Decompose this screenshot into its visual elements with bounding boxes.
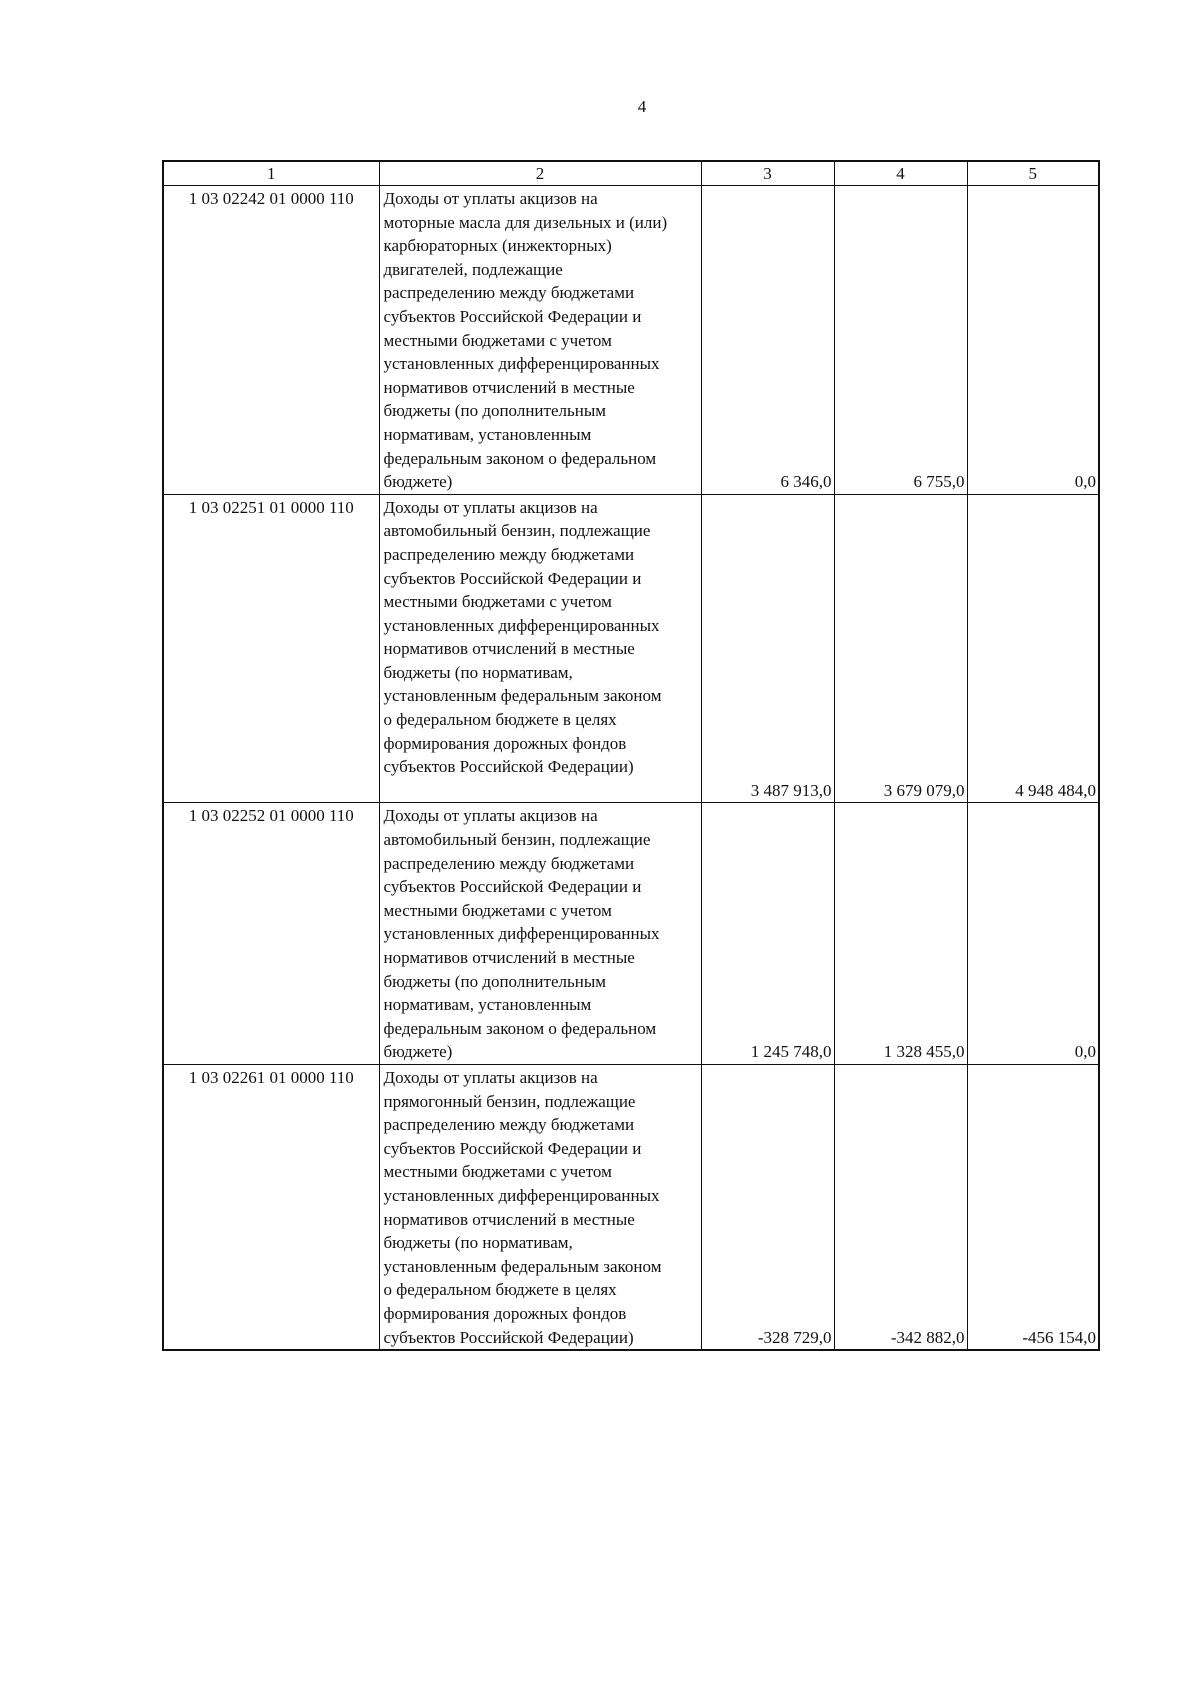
- table-row: [163, 186, 1099, 495]
- header-col-4: 4: [834, 161, 967, 186]
- description-line: автомобильный бензин, подлежащие: [383, 521, 651, 541]
- table-header: [163, 161, 1099, 186]
- description-line: Доходы от уплаты акцизов на: [383, 806, 598, 826]
- revenue-code: 1 03 02251 01 0000 110: [163, 494, 379, 803]
- revenue-description: [379, 186, 701, 495]
- description-line: федеральным законом о федеральном: [383, 1018, 657, 1038]
- description-line: установленных дифференцированных: [383, 615, 660, 635]
- amount-col-5: -456 154,0: [967, 1064, 1099, 1350]
- description-line: субъектов Российской Федерации и: [383, 1138, 642, 1158]
- description-line: распределению между бюджетами: [383, 853, 635, 873]
- table-row: [163, 494, 1099, 803]
- description-line: бюджеты (по дополнительным: [383, 401, 607, 421]
- description-line: установленных дифференцированных: [383, 354, 660, 374]
- description-line: карбюраторных (инжекторных): [383, 236, 612, 256]
- description-line: Доходы от уплаты акцизов на: [383, 189, 598, 208]
- description-line: о федеральном бюджете в целях: [383, 710, 617, 730]
- description-line: нормативов отчислений в местные: [383, 948, 635, 967]
- description-line: распределению между бюджетами: [383, 544, 635, 564]
- revenue-description: [379, 1064, 701, 1350]
- description-line: субъектов Российской Федерации и: [383, 306, 642, 326]
- amount-col-3: -328 729,0: [701, 1064, 834, 1350]
- description-line: распределению между бюджетами: [383, 283, 635, 303]
- amount-col-5: 0,0: [967, 803, 1099, 1065]
- description-line: установленным федеральным законом: [383, 686, 662, 706]
- header-col-2: 2: [379, 161, 701, 186]
- description-line: [384, 779, 697, 803]
- description-line: нормативам, установленным: [383, 424, 592, 444]
- description-line: бюджеты (по дополнительным: [383, 971, 607, 991]
- description-line: местными бюджетами с учетом: [383, 330, 612, 350]
- description-line: формирования дорожных фондов: [383, 733, 627, 753]
- description-line: бюджете): [383, 1042, 453, 1062]
- header-col-5: 5: [967, 161, 1099, 186]
- amount-col-3: 1 245 748,0: [701, 803, 834, 1065]
- revenue-description: [379, 494, 701, 803]
- description-line: нормативов отчислений в местные: [383, 639, 635, 659]
- page-number: 4: [637, 97, 647, 116]
- description-line: распределению между бюджетами: [383, 1115, 635, 1135]
- revenue-code: 1 03 02261 01 0000 110: [163, 1064, 379, 1350]
- amount-col-3: 6 346,0: [701, 186, 834, 495]
- revenue-code: 1 03 02252 01 0000 110: [163, 803, 379, 1065]
- table-body: [163, 186, 1099, 1351]
- description-line: бюджеты (по нормативам,: [383, 662, 573, 682]
- table-row: [163, 803, 1099, 1065]
- description-line: установленных дифференцированных: [383, 924, 660, 944]
- amount-col-4: 6 755,0: [834, 186, 967, 495]
- description-line: прямогонный бензин, подлежащие: [383, 1091, 636, 1111]
- description-line: субъектов Российской Федерации): [383, 757, 634, 777]
- description-line: формирования дорожных фондов: [383, 1303, 627, 1323]
- description-line: нормативов отчислений в местные: [383, 377, 635, 397]
- description-line: местными бюджетами с учетом: [383, 1162, 612, 1182]
- description-line: бюджете): [383, 472, 453, 492]
- description-line: субъектов Российской Федерации и: [383, 568, 642, 588]
- description-line: местными бюджетами с учетом: [383, 592, 612, 612]
- description-line: о федеральном бюджете в целях: [383, 1280, 617, 1300]
- amount-col-3: 3 487 913,0: [701, 494, 834, 803]
- description-line: установленным федеральным законом: [383, 1256, 662, 1276]
- description-line: субъектов Российской Федерации и: [383, 877, 642, 897]
- description-line: автомобильный бензин, подлежащие: [383, 830, 651, 850]
- description-line: бюджеты (по нормативам,: [383, 1233, 573, 1253]
- header-col-1: 1: [163, 161, 379, 186]
- description-line: федеральным законом о федеральном: [383, 448, 657, 468]
- description-line: нормативам, установленным: [383, 995, 592, 1015]
- description-line: нормативов отчислений в местные: [383, 1209, 635, 1229]
- revenue-description: [379, 803, 701, 1065]
- amount-col-5: 4 948 484,0: [967, 494, 1099, 803]
- amount-col-4: -342 882,0: [834, 1064, 967, 1350]
- description-line: субъектов Российской Федерации): [383, 1327, 634, 1347]
- header-row: [163, 161, 1099, 186]
- budget-revenue-table: [162, 160, 1100, 1351]
- description-line: Доходы от уплаты акцизов на: [383, 497, 598, 517]
- amount-col-5: 0,0: [967, 186, 1099, 495]
- amount-col-4: 3 679 079,0: [834, 494, 967, 803]
- revenue-code: 1 03 02242 01 0000 110: [163, 186, 379, 495]
- header-col-3: 3: [701, 161, 834, 186]
- amount-col-4: 1 328 455,0: [834, 803, 967, 1065]
- description-line: двигателей, подлежащие: [383, 259, 563, 279]
- table-row: [163, 1064, 1099, 1350]
- description-line: установленных дифференцированных: [383, 1185, 660, 1205]
- description-line: моторные масла для дизельных и (или): [383, 212, 668, 232]
- description-line: Доходы от уплаты акцизов на: [383, 1067, 598, 1087]
- description-line: местными бюджетами с учетом: [383, 900, 612, 920]
